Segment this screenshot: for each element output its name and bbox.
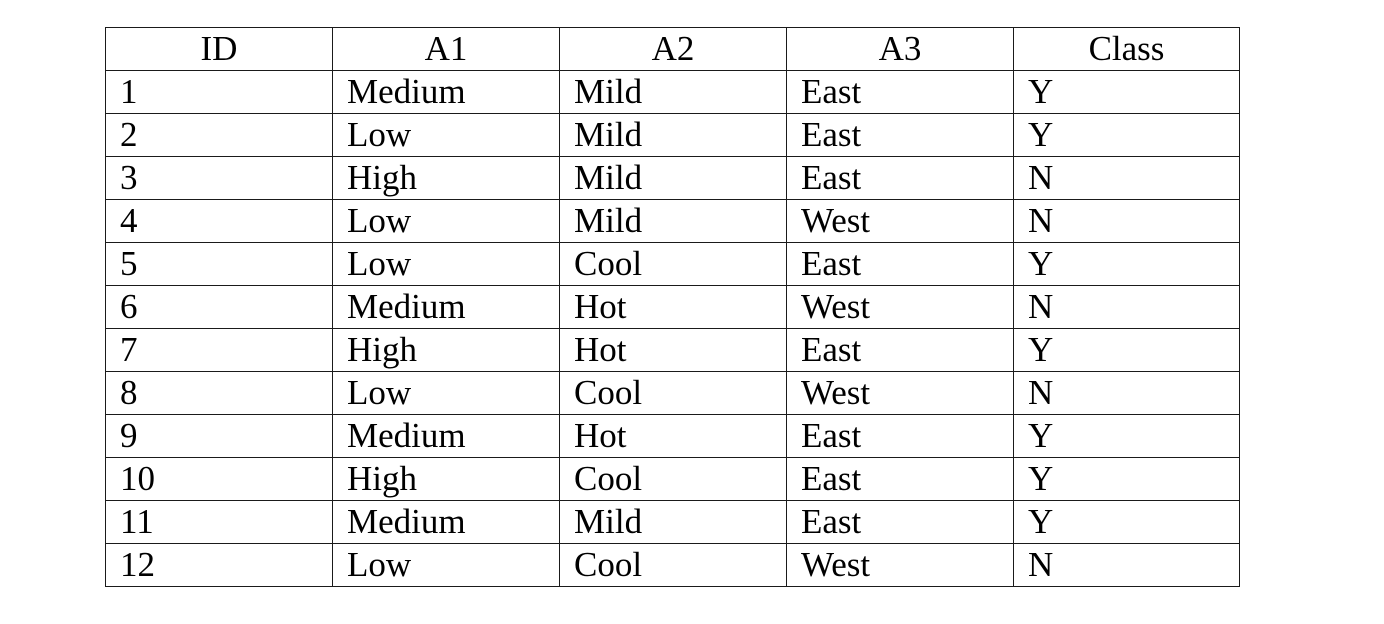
table-row [106, 372, 1240, 415]
cell-class: Y [1014, 114, 1240, 157]
cell-class: N [1014, 544, 1240, 587]
cell-a1: Low [333, 114, 560, 157]
cell-a3: West [787, 372, 1014, 415]
cell-a2: Mild [560, 114, 787, 157]
cell-a3: East [787, 114, 1014, 157]
cell-a1: Medium [333, 71, 560, 114]
cell-a3: East [787, 157, 1014, 200]
cell-class: N [1014, 286, 1240, 329]
cell-id: 12 [106, 544, 333, 587]
cell-a3: East [787, 71, 1014, 114]
cell-class: Y [1014, 501, 1240, 544]
cell-class: N [1014, 200, 1240, 243]
cell-a3: East [787, 243, 1014, 286]
cell-a1: High [333, 157, 560, 200]
cell-a1: Low [333, 372, 560, 415]
column-header-class: Class [1014, 28, 1240, 71]
cell-a3: East [787, 458, 1014, 501]
cell-class: Y [1014, 71, 1240, 114]
table-row [106, 114, 1240, 157]
cell-a3: East [787, 501, 1014, 544]
cell-id: 5 [106, 243, 333, 286]
cell-class: Y [1014, 243, 1240, 286]
cell-a1: High [333, 458, 560, 501]
table-body [106, 71, 1240, 587]
cell-id: 7 [106, 329, 333, 372]
cell-a2: Mild [560, 501, 787, 544]
cell-a3: West [787, 200, 1014, 243]
cell-a2: Hot [560, 286, 787, 329]
table-row [106, 157, 1240, 200]
table-row [106, 458, 1240, 501]
cell-a1: Medium [333, 286, 560, 329]
cell-a2: Mild [560, 71, 787, 114]
column-header-a2: A2 [560, 28, 787, 71]
table-row [106, 415, 1240, 458]
table-row [106, 329, 1240, 372]
cell-a1: Low [333, 544, 560, 587]
cell-a2: Cool [560, 372, 787, 415]
cell-class: Y [1014, 329, 1240, 372]
cell-class: N [1014, 372, 1240, 415]
cell-a2: Mild [560, 157, 787, 200]
cell-a1: Medium [333, 501, 560, 544]
table-row [106, 243, 1240, 286]
cell-a3: West [787, 544, 1014, 587]
table-header [106, 28, 1240, 71]
cell-id: 10 [106, 458, 333, 501]
cell-id: 11 [106, 501, 333, 544]
cell-id: 9 [106, 415, 333, 458]
table-row [106, 71, 1240, 114]
cell-class: N [1014, 157, 1240, 200]
cell-id: 2 [106, 114, 333, 157]
column-header-a3: A3 [787, 28, 1014, 71]
cell-a2: Cool [560, 243, 787, 286]
cell-a2: Cool [560, 544, 787, 587]
cell-a1: Low [333, 200, 560, 243]
cell-a2: Mild [560, 200, 787, 243]
cell-a1: High [333, 329, 560, 372]
table-row [106, 544, 1240, 587]
cell-a3: West [787, 286, 1014, 329]
cell-a2: Hot [560, 415, 787, 458]
cell-id: 4 [106, 200, 333, 243]
header-row [106, 28, 1240, 71]
cell-id: 3 [106, 157, 333, 200]
cell-a3: East [787, 329, 1014, 372]
table-row [106, 286, 1240, 329]
cell-class: Y [1014, 458, 1240, 501]
table-row [106, 200, 1240, 243]
cell-id: 8 [106, 372, 333, 415]
cell-a2: Hot [560, 329, 787, 372]
cell-a2: Cool [560, 458, 787, 501]
cell-class: Y [1014, 415, 1240, 458]
column-header-id: ID [106, 28, 333, 71]
table-row [106, 501, 1240, 544]
cell-a3: East [787, 415, 1014, 458]
data-table [105, 27, 1240, 587]
cell-a1: Low [333, 243, 560, 286]
cell-a1: Medium [333, 415, 560, 458]
cell-id: 6 [106, 286, 333, 329]
column-header-a1: A1 [333, 28, 560, 71]
cell-id: 1 [106, 71, 333, 114]
